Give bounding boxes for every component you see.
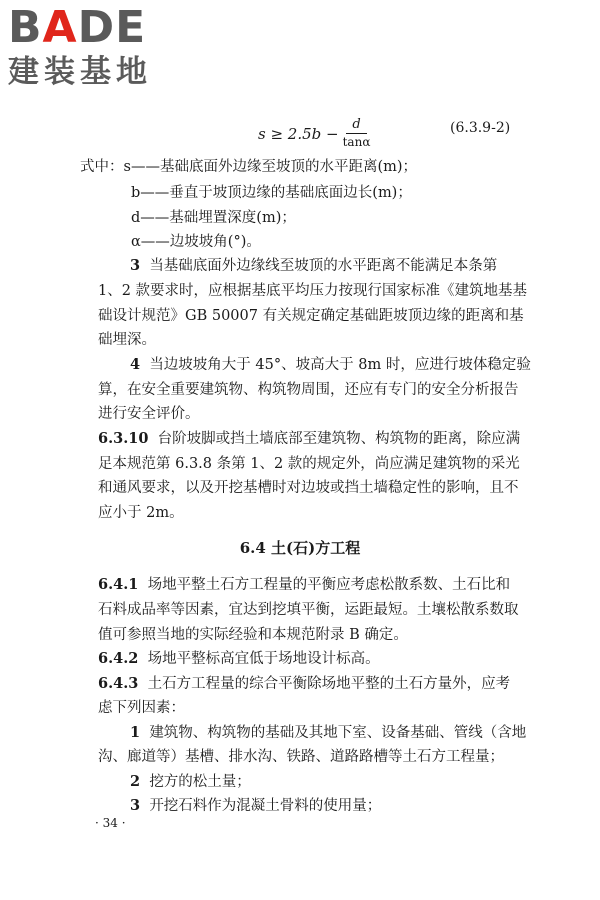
clause-6-4-3-line1 [98,674,510,694]
def-d: d——基础埋置深度(m)； [131,210,296,226]
item3-line2: 1、2 款要求时，应根据基底平均压力按现行国家标准《建筑地基基 [98,283,528,299]
clause-6-4-1-line3: 值可参照当地的实际经验和本规范附录 B 确定。 [98,627,408,643]
clause-6-4-1-line2: 石料成品率等因素，宜达到挖填平衡，运距最短。土壤松散系数取 [98,602,519,618]
clause-6-4-3-text1: 土石方工程量的综合平衡除场地平整的土石方量外，应考 [147,676,511,692]
list-item1-line1 [130,723,526,743]
formula-lhs: s ≥ 2.5b − [258,124,339,143]
logo-letter-a: A [42,2,78,53]
clause-6-3-10-line4: 应小于 2m。 [98,505,184,521]
clause-6-4-3-line2: 虑下列因素： [98,700,185,716]
clause-6-4-1-line1 [98,575,510,595]
def-s: 式中：s——基础底面外边缘至坡顶的水平距离(m)； [80,159,418,175]
logo-letter-b: B [8,2,43,53]
list-item1-number: 1 [130,724,141,741]
item3-line1 [130,256,497,276]
clause-6-4-3-number: 6.4.3 [98,675,139,692]
formula-numerator: d [346,117,366,134]
logo-letters-de: DE [77,2,147,53]
list-item3-number: 3 [130,797,141,814]
item3-number: 3 [130,257,141,274]
list-item2-text: 挖方的松土量； [149,774,251,790]
clause-6-4-1-number: 6.4.1 [98,576,139,593]
item4-text1: 当边坡坡角大于 45°、坡高大于 8m 时，应进行坡体稳定验 [149,357,531,373]
item3-line3: 础设计规范》GB 50007 有关规定确定基础距坡顶边缘的距离和基 [98,308,524,324]
def-alpha: α——边坡坡角(°)。 [131,234,261,250]
list-item1-line2: 沟、廊道等）基槽、排水沟、铁路、道路路槽等土石方工程量； [98,749,504,765]
page-number: · 34 · [95,816,126,830]
item3-text1: 当基础底面外边缘线至坡顶的水平距离不能满足本条第 [149,258,498,274]
clause-6-3-10-number: 6.3.10 [98,430,149,447]
equation-number: (6.3.9-2) [450,120,511,136]
clause-6-3-10-text1: 台阶坡脚或挡土墙底部至建筑物、构筑物的距离，除应满 [157,431,521,447]
list-item1-text1: 建筑物、构筑物的基础及其地下室、设备基础、管线（含地 [149,725,527,741]
item4-line1 [130,355,531,375]
formula [258,117,370,150]
logo-wordmark [8,4,188,52]
clause-6-4-2-text: 场地平整标高宜低于场地设计标高。 [147,651,380,667]
clause-6-4-1-text1: 场地平整土石方工程量的平衡应考虑松散系数、土石比和 [147,577,511,593]
item4-line3: 进行安全评价。 [98,406,200,422]
list-item2 [130,772,251,792]
list-item3-text: 开挖石料作为混凝土骨料的使用量； [149,798,382,814]
list-item3 [130,796,381,816]
clause-6-3-10-line1 [98,429,520,449]
item3-line4: 础埋深。 [98,332,156,348]
brand-logo [8,4,188,90]
list-item2-number: 2 [130,773,141,790]
formula-denominator: tanα [342,135,371,149]
clause-6-4-2-line [98,649,380,669]
clause-6-3-10-line3: 和通风要求，以及开挖基槽时对边坡或挡土墙稳定性的影响，且不 [98,480,519,496]
logo-subtitle: 建装基地 [8,54,152,90]
item4-line2: 算，在安全重要建筑物、构筑物周围，还应有专门的安全分析报告 [98,382,519,398]
section-title: 6.4 土(石)方工程 [239,539,361,557]
item4-number: 4 [130,356,141,373]
clause-6-4-2-number: 6.4.2 [98,650,139,667]
clause-6-3-10-line2: 足本规范第 6.3.8 条第 1、2 款的规定外，尚应满足建筑物的采光 [98,456,520,472]
formula-fraction [343,117,371,150]
def-b: b——垂直于坡顶边缘的基础底面边长(m)； [131,185,412,201]
